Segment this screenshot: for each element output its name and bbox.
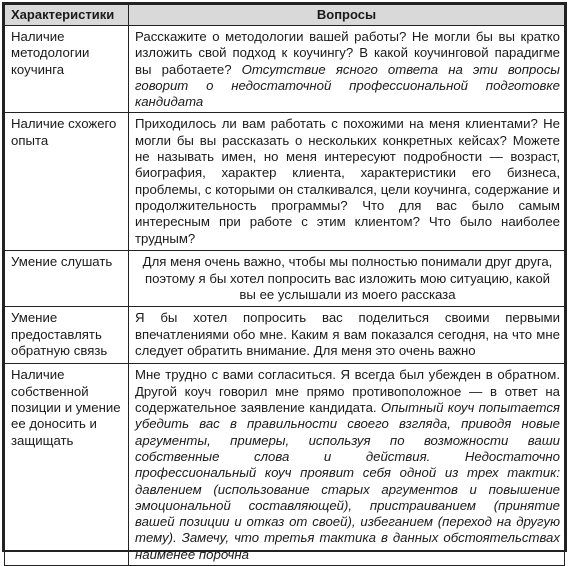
characteristics-questions-table (4, 4, 565, 566)
row-label-methodology: Наличие методологии коучинга (5, 26, 129, 113)
table-row (5, 26, 565, 113)
comparison-table-sheet (2, 2, 567, 562)
header-questions: Вопросы (129, 5, 565, 26)
table-row (5, 251, 565, 307)
table-row (5, 113, 565, 251)
italic-note: Отсутствие ясного ответа на эти вопросы говорит о недостаточной профессиональной подготовке кандидата (135, 61, 560, 110)
row-text-experience: Приходилось ли вам работать с похожими на меня клиентами? Не могли бы вы рассказать о нескольких конкретных кейсах? Можете не называть имен, но меня интересуют подробности — возраст, биография, характер клиента, характеристики его бизнеса, проблемы, с которыми он сталкивался, цели коучинга, содержание и продолжительность программы? Что для вас было самым интересным при работе с этим клиентом? Что было наиболее трудным? (129, 113, 565, 251)
row-text-methodology (129, 26, 565, 113)
table-header-row (5, 5, 565, 26)
table-row (5, 364, 565, 566)
italic-note: Опытный коуч попытается убедить вас в правильности своего взгляда, приводя новые аргументы, примеры, используя по возможности ваши собственные слова и действия. Недостаточно профессиональный коуч проявит себя одной из трех тактик: давлением (использование старых аргументов и повышение эмоциональной составляющей), пристраиванием (принятие вашей позиции и отказ от своей), избеганием (переход на другую тему). Замечу, что третья тактика в данных обстоятельствах наименее порочна (135, 400, 560, 562)
row-label-position: Наличие собственной позиции и умение ее доносить и защищать (5, 364, 129, 566)
row-label-listening: Умение слушать (5, 251, 129, 307)
question-text: Расскажите о методологии вашей работы? Не могли бы вы кратко изложить свой подход к коучингу? В какой коучинговой парадигме вы работаете? (135, 29, 560, 77)
row-text-listening: Для меня очень важно, чтобы мы полностью понимали друг друга, поэтому я бы хотел попросить вас изложить мою ситуацию, какой вы ее услышали из моего рассказа (129, 251, 565, 307)
row-text-position (129, 364, 565, 566)
question-text: Мне трудно с вами согласиться. Я всегда был убежден в обратном. Другой коуч говорил мне прямо противоположное — в ответ на содержательное заявление кандидата. (135, 367, 560, 416)
row-text-feedback: Я бы хотел попросить вас поделиться своими первыми впечатлениями обо мне. Каким я вам показался сегодня, на что мне следует обратить внимание. Для меня это очень важно (129, 307, 565, 364)
table-row (5, 307, 565, 364)
row-label-feedback: Умение предоставлять обратную связь (5, 307, 129, 364)
row-label-experience: Наличие схожего опыта (5, 113, 129, 251)
header-characteristics: Характеристики (5, 5, 129, 26)
